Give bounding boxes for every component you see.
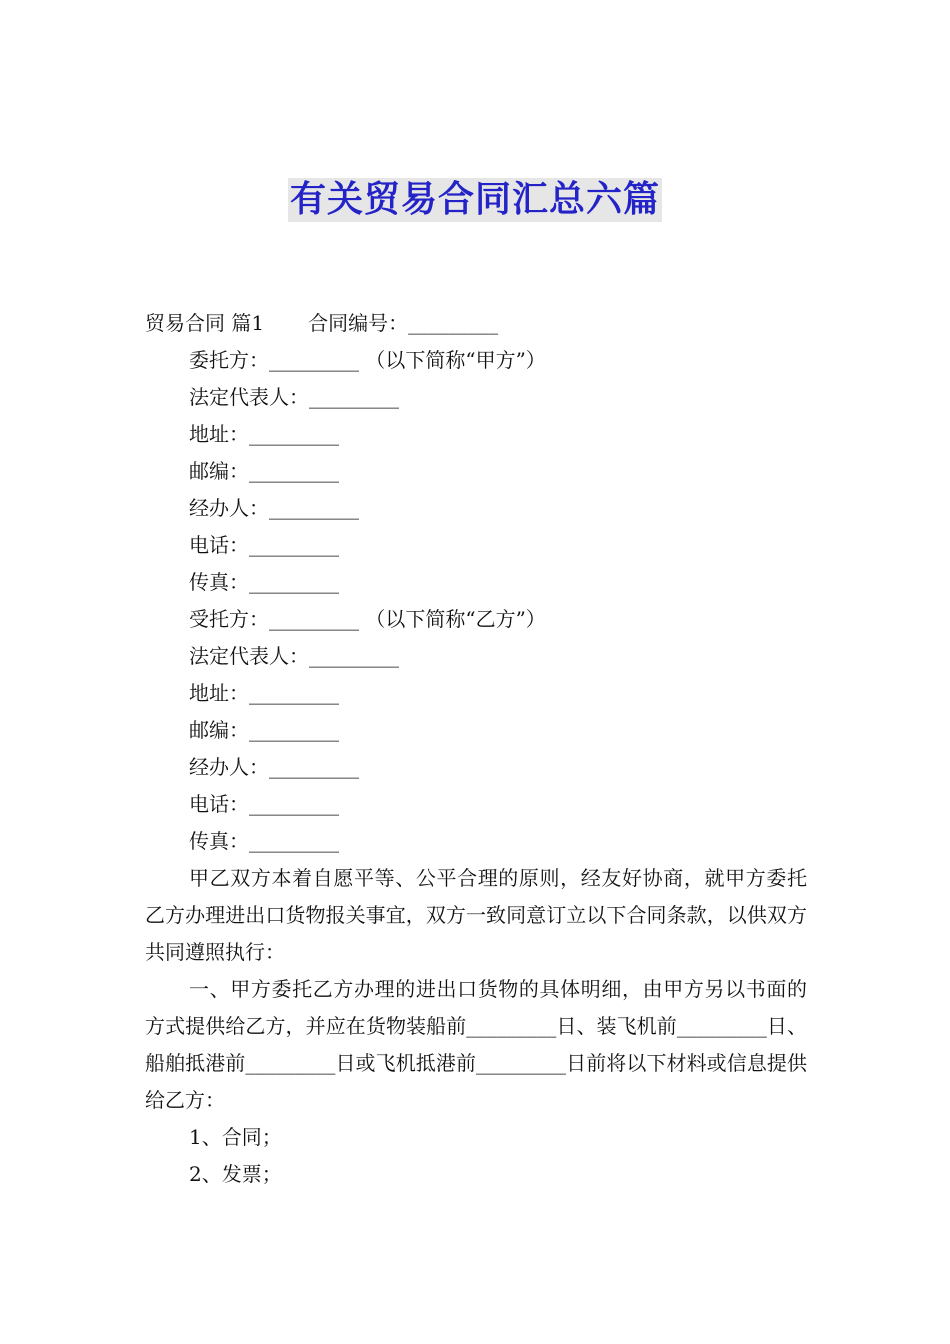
party-b-legal-rep: 法定代表人：_________ (189, 644, 399, 668)
contract-number: 合同编号：_________ (308, 311, 499, 335)
document-title: 有关贸易合同汇总六篇 (289, 179, 660, 220)
party-a-fax: 传真：_________ (189, 570, 339, 594)
title-container (0, 178, 950, 222)
heading-line (145, 305, 807, 342)
party-b-handler: 经办人：_________ (189, 755, 359, 779)
party-a-legal-rep: 法定代表人：_________ (189, 385, 399, 409)
party-a-phone: 电话：_________ (189, 533, 339, 557)
section-label: 贸易合同 篇1 (145, 311, 265, 335)
party-b-phone: 电话：_________ (189, 792, 339, 816)
party-b-fax: 传真：_________ (189, 829, 339, 853)
paragraph-preamble: 甲乙双方本着自愿平等、公平合理的原则，经友好协商，就甲方委托乙方办理进出口货物报关事宜，双方一致同意订立以下合同条款，以供双方共同遵照执行： (145, 866, 807, 964)
list-item-contract: 1、合同； (189, 1125, 282, 1149)
party-a-postcode: 邮编：_________ (189, 459, 339, 483)
party-a-principal: 委托方：_________ （以下简称“甲方”） (189, 348, 546, 372)
party-b-postcode: 邮编：_________ (189, 718, 339, 742)
party-a-address: 地址：_________ (189, 422, 339, 446)
paragraph-clause-1: 一、甲方委托乙方办理的进出口货物的具体明细，由甲方另以书面的方式提供给乙方，并应在货物装船前_________日、装飞机前_________日、船舶抵港前_________日或飞机抵港前_________日前将以下材料或信息提供给乙方： (145, 977, 807, 1112)
party-a-handler: 经办人：_________ (189, 496, 359, 520)
list-item-invoice: 2、发票； (189, 1162, 282, 1186)
document-body (145, 305, 807, 1193)
party-b-address: 地址：_________ (189, 681, 339, 705)
party-b-agent: 受托方：_________ （以下简称“乙方”） (189, 607, 546, 631)
